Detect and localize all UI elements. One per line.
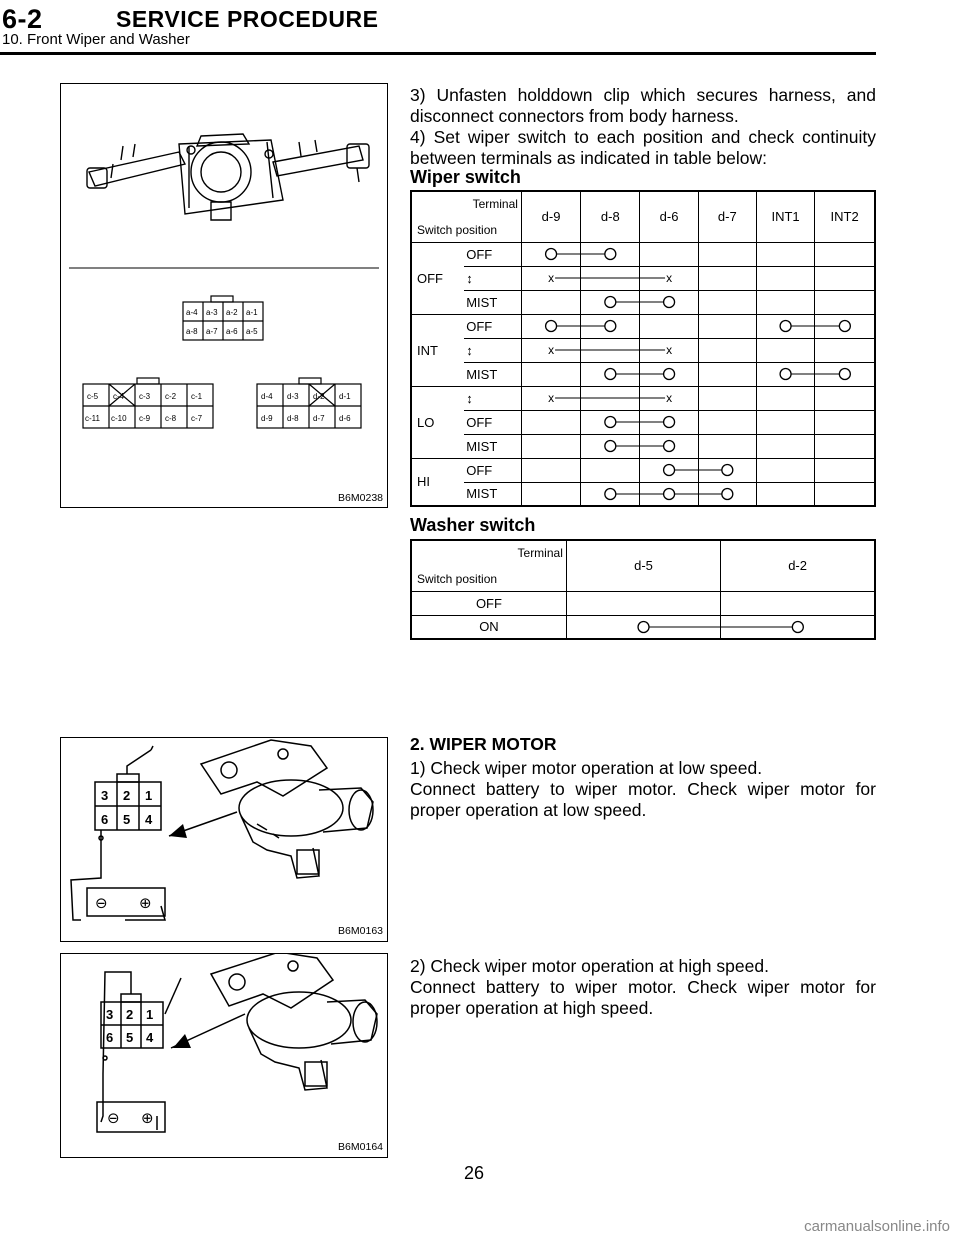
continuity-terminal-mark <box>780 369 791 380</box>
high-speed-step-body: Connect battery to wiper motor. Check wiper motor for proper operation at high speed. <box>410 977 876 1018</box>
continuity-terminal-mark <box>605 321 616 332</box>
sub-position: ↕ <box>464 338 521 362</box>
column-header: INT2 <box>815 191 875 242</box>
battery-positive-icon: ⊕ <box>141 1109 154 1127</box>
switch-position: OFF <box>411 591 566 615</box>
svg-text:d-6: d-6 <box>339 414 351 423</box>
position-group: INT <box>411 314 464 386</box>
terminal-label: Terminal <box>517 546 563 560</box>
svg-text:c-2: c-2 <box>165 392 177 401</box>
page-subtitle: 10. Front Wiper and Washer <box>2 31 190 48</box>
wiper-switch-heading: Wiper switch <box>410 167 521 187</box>
watermark: carmanualsonline.info <box>804 1218 950 1235</box>
figure-label: B6M0238 <box>338 492 383 504</box>
svg-text:c-8: c-8 <box>165 414 177 423</box>
figure-label: B6M0164 <box>338 1141 383 1153</box>
continuity-terminal-mark <box>780 321 791 332</box>
svg-text:1: 1 <box>146 1007 154 1022</box>
sub-position: ↕ <box>464 266 521 290</box>
switch-position-label: Switch position <box>417 222 498 237</box>
continuity-terminal-mark <box>664 489 675 500</box>
battery-positive-icon: ⊕ <box>139 894 152 912</box>
step-4-text: 4) Set wiper switch to each position and check continuity between terminals as indicated in table below: <box>410 127 876 168</box>
switch-position: ON <box>411 615 566 639</box>
transition-terminal-mark: x <box>548 271 555 285</box>
position-group: OFF <box>411 242 464 314</box>
column-header: d-6 <box>640 191 698 242</box>
sub-position: MIST <box>464 434 521 458</box>
sub-position: MIST <box>464 362 521 386</box>
svg-text:a-6: a-6 <box>226 327 238 336</box>
transition-terminal-mark: x <box>666 271 673 285</box>
sub-position: OFF <box>464 242 521 266</box>
svg-text:c-3: c-3 <box>139 392 151 401</box>
svg-text:d-1: d-1 <box>339 392 351 401</box>
svg-text:c-10: c-10 <box>111 414 127 423</box>
battery-terminal-icons <box>95 894 152 912</box>
svg-text:d-4: d-4 <box>261 392 273 401</box>
svg-text:c-1: c-1 <box>191 392 203 401</box>
svg-text:4: 4 <box>146 1030 154 1045</box>
column-header: d-5 <box>566 540 720 591</box>
svg-text:c-11: c-11 <box>85 414 100 423</box>
continuity-terminal-mark <box>605 297 616 308</box>
continuity-terminal-mark <box>722 465 733 476</box>
continuity-terminal-mark <box>839 321 850 332</box>
continuity-terminal-mark <box>605 441 616 452</box>
svg-text:a-2: a-2 <box>226 308 238 317</box>
transition-terminal-mark: x <box>666 343 673 357</box>
connector-pin-labels <box>101 788 153 827</box>
position-group: HI <box>411 458 464 506</box>
continuity-terminal-mark <box>664 297 675 308</box>
low-speed-step-body: Connect battery to wiper motor. Check wiper motor for proper operation at low speed. <box>410 779 876 820</box>
svg-text:c-5: c-5 <box>87 392 99 401</box>
continuity-terminal-mark <box>605 417 616 428</box>
svg-text:a-1: a-1 <box>246 308 258 317</box>
svg-text:a-8: a-8 <box>186 327 198 336</box>
figure-label: B6M0163 <box>338 925 383 937</box>
svg-text:4: 4 <box>145 812 153 827</box>
svg-text:2: 2 <box>123 788 131 803</box>
continuity-terminal-mark <box>839 369 850 380</box>
svg-text:2: 2 <box>126 1007 134 1022</box>
header-rule <box>0 52 876 55</box>
svg-text:d-3: d-3 <box>287 392 299 401</box>
battery-negative-icon: ⊖ <box>95 894 108 912</box>
continuity-terminal-mark <box>664 465 675 476</box>
terminal-label: Terminal <box>472 197 518 211</box>
svg-text:5: 5 <box>126 1030 134 1045</box>
svg-text:c-9: c-9 <box>139 414 151 423</box>
wiper-motor-high-figure <box>60 953 388 1158</box>
battery-negative-icon: ⊖ <box>107 1109 120 1127</box>
continuity-terminal-mark <box>792 622 803 633</box>
column-header: INT1 <box>756 191 814 242</box>
column-header: d-2 <box>721 540 875 591</box>
wiper-motor-heading: 2. WIPER MOTOR <box>410 734 557 754</box>
high-speed-step-title: 2) Check wiper motor operation at high speed. <box>410 956 769 976</box>
connector-pin-labels <box>106 1007 154 1045</box>
sub-position: OFF <box>464 458 521 482</box>
svg-text:a-7: a-7 <box>206 327 218 336</box>
column-header: d-7 <box>698 191 756 242</box>
svg-text:1: 1 <box>145 788 153 803</box>
wiper-motor-low-illustration <box>61 738 389 943</box>
continuity-terminal-mark <box>605 369 616 380</box>
svg-text:5: 5 <box>123 812 131 827</box>
svg-text:a-3: a-3 <box>206 308 218 317</box>
svg-text:a-5: a-5 <box>246 327 258 336</box>
sub-position: ↕ <box>464 386 521 410</box>
continuity-terminal-mark <box>638 622 649 633</box>
section-number: 6-2 <box>2 4 43 34</box>
wiper-continuity-overlay <box>410 190 876 515</box>
svg-text:d-8: d-8 <box>287 414 299 423</box>
svg-text:3: 3 <box>101 788 109 803</box>
transition-terminal-mark: x <box>666 391 673 405</box>
svg-text:d-2: d-2 <box>313 392 325 401</box>
svg-text:d-9: d-9 <box>261 414 273 423</box>
combination-switch-illustration <box>61 84 389 509</box>
column-header: d-9 <box>521 191 580 242</box>
svg-text:c-7: c-7 <box>191 414 203 423</box>
continuity-terminal-mark <box>546 321 557 332</box>
continuity-terminal-mark <box>664 441 675 452</box>
svg-text:a-4: a-4 <box>186 308 198 317</box>
continuity-terminal-mark <box>722 489 733 500</box>
sub-position: OFF <box>464 314 521 338</box>
page-title: SERVICE PROCEDURE <box>116 6 379 32</box>
sub-position: MIST <box>464 290 521 314</box>
svg-text:6: 6 <box>106 1030 114 1045</box>
continuity-terminal-mark <box>664 369 675 380</box>
washer-continuity-overlay <box>410 539 876 640</box>
transition-terminal-mark: x <box>548 343 555 357</box>
low-speed-step-title: 1) Check wiper motor operation at low speed. <box>410 758 763 778</box>
column-header: d-8 <box>581 191 640 242</box>
sub-position: MIST <box>464 482 521 506</box>
page-number: 26 <box>464 1163 485 1183</box>
sub-position: OFF <box>464 410 521 434</box>
wiper-motor-high-illustration <box>61 954 389 1159</box>
battery-terminal-icons <box>107 1109 154 1127</box>
continuity-terminal-mark <box>605 489 616 500</box>
switch-position-label: Switch position <box>417 571 498 586</box>
svg-text:3: 3 <box>106 1007 114 1022</box>
position-group: LO <box>411 386 464 458</box>
svg-text:c-4: c-4 <box>113 392 125 401</box>
transition-terminal-mark: x <box>548 391 555 405</box>
combination-switch-figure <box>60 83 388 508</box>
svg-text:d-7: d-7 <box>313 414 325 423</box>
continuity-terminal-mark <box>605 249 616 260</box>
continuity-terminal-mark <box>664 417 675 428</box>
svg-text:6: 6 <box>101 812 109 827</box>
washer-switch-heading: Washer switch <box>410 515 536 535</box>
continuity-terminal-mark <box>546 249 557 260</box>
step-3-text: 3) Unfasten holddown clip which secures harness, and disconnect connectors from body harness. <box>410 85 876 126</box>
wiper-motor-low-figure <box>60 737 388 942</box>
